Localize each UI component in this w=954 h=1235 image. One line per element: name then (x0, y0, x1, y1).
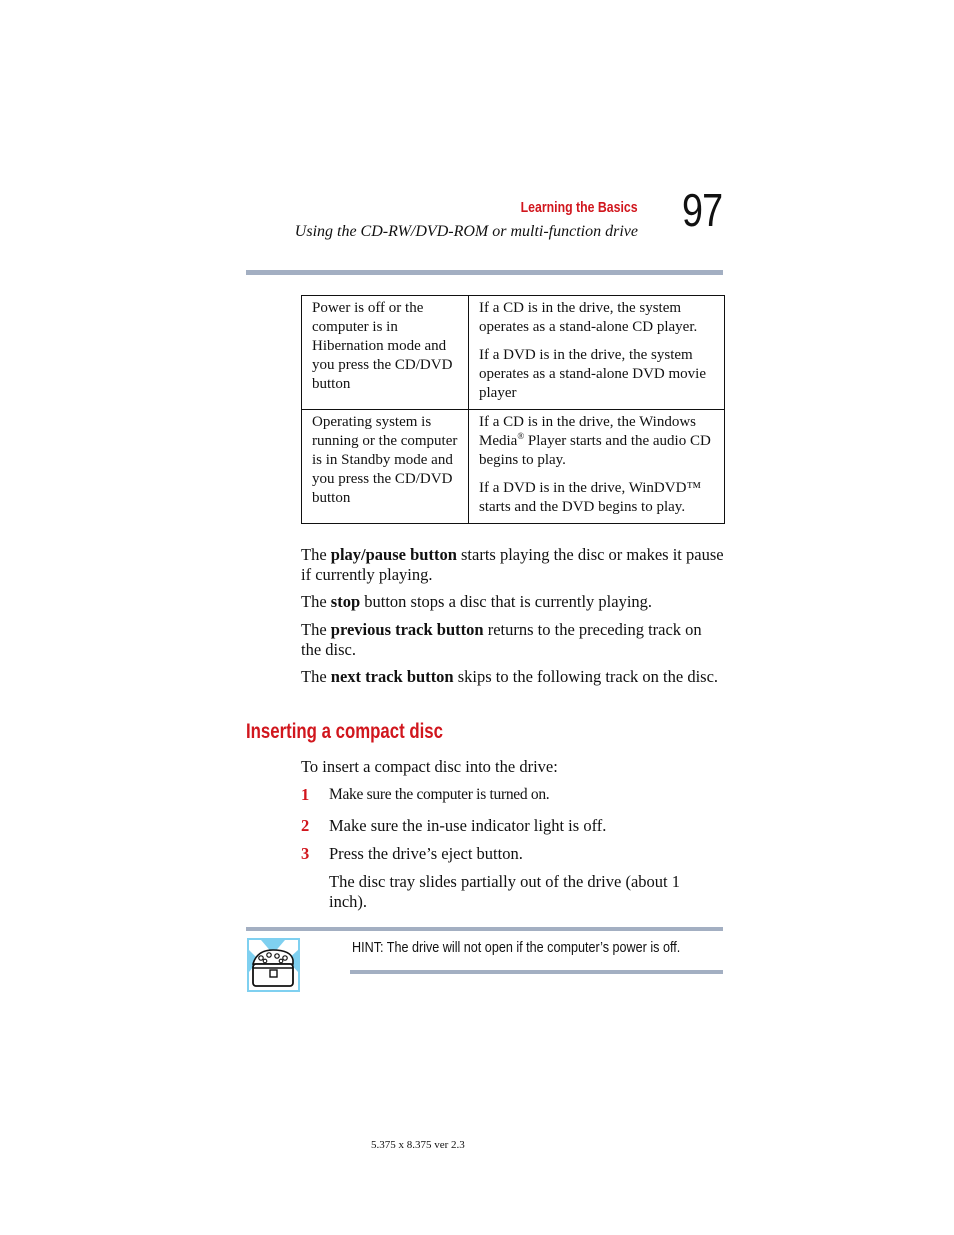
condition-cell (302, 296, 469, 410)
result-cell (469, 296, 725, 410)
result-cell (469, 410, 725, 524)
result-text-part: Player starts and the audio CD begins to play. (479, 433, 711, 468)
step-text: Make sure the computer is turned on. (329, 786, 550, 803)
step-note: The disc tray slides partially out of the drive (about 1 inch). (329, 872, 680, 911)
result-text: If a CD is in the drive, the system operates as a stand-alone CD player. (479, 300, 698, 335)
chapter-subtitle: Using the CD-RW/DVD-ROM or multi-function drive (294, 223, 638, 240)
table-row (302, 296, 725, 410)
result-text: If a DVD is in the drive, WinDVD™ starts and the DVD begins to play. (479, 480, 702, 515)
treasure-chest-icon (247, 938, 300, 992)
section-intro: To insert a compact disc into the drive: (301, 757, 558, 776)
registered-mark: ® (517, 431, 525, 441)
result-text: If a DVD is in the drive, the system operates as a stand-alone DVD movie player (479, 347, 707, 401)
condition-cell (302, 410, 469, 524)
step-number: 2 (301, 816, 310, 835)
condition-text: Power is off or the computer is in Hibernation mode and you press the CD/DVD button (312, 300, 453, 392)
term-previous-track: previous track button (330, 620, 484, 639)
paragraph-next-track: The next track button skips to the following track on the disc. (301, 667, 719, 686)
step-number: 3 (301, 844, 310, 863)
paragraph-stop: The stop button stops a disc that is currently playing. (301, 592, 653, 611)
term-play-pause: play/pause button (330, 545, 457, 564)
section-title: Learning the Basics (521, 199, 638, 216)
paragraph-previous-track: The previous track button returns to the preceding track on the disc. (301, 620, 702, 659)
header-rule (246, 270, 723, 275)
cd-dvd-button-table (301, 295, 725, 524)
hint-rule-bottom (350, 970, 723, 974)
paragraph-play-pause: The play/pause button starts playing the disc or makes it pause if currently playing. (301, 545, 724, 584)
table-row (302, 410, 725, 524)
hint-text: HINT: The drive will not open if the computer’s power is off. (352, 939, 681, 956)
step-number: 1 (301, 785, 310, 804)
page-number: 97 (682, 184, 723, 236)
term-next-track: next track button (330, 667, 454, 686)
section-heading: Inserting a compact disc (246, 720, 443, 743)
print-spec-footer: 5.375 x 8.375 ver 2.3 (371, 1139, 465, 1151)
hint-rule-top (246, 927, 723, 931)
step-text: Make sure the in-use indicator light is off. (329, 816, 607, 835)
step-text: Press the drive’s eject button. (329, 844, 523, 863)
condition-text: Operating system is running or the computer is in Standby mode and you press the CD/DVD button (312, 414, 458, 506)
result-text (479, 413, 714, 470)
term-stop: stop (330, 592, 361, 611)
result-text-part: If a CD is in the drive, the Windows Media (479, 414, 697, 449)
